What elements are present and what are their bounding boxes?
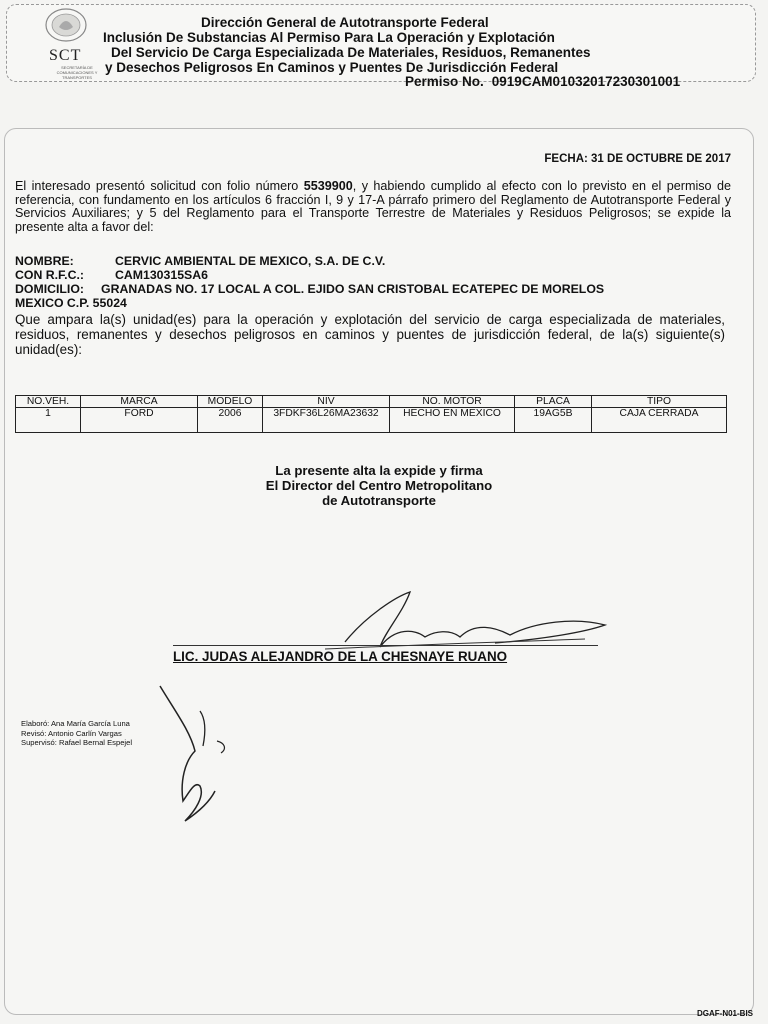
reviso-line: Revisó: Antonio Carlín Vargas xyxy=(21,728,122,738)
national-seal-icon xyxy=(41,7,91,43)
header-line-4: y Desechos Peligrosos En Caminos y Puentes De Jurisdicción Federal xyxy=(105,60,559,75)
signature-statement xyxy=(5,463,753,508)
col-header: NO.VEH. xyxy=(16,396,81,408)
initials-signature xyxy=(155,681,235,831)
table-cell: 1 xyxy=(16,408,81,433)
director-signature xyxy=(285,587,615,657)
nombre-value: CERVIC AMBIENTAL DE MEXICO, S.A. DE C.V. xyxy=(115,254,386,268)
permit-number xyxy=(405,74,680,89)
header-line-1: Dirección General de Autotransporte Federal xyxy=(201,15,489,30)
folio-number: 5539900 xyxy=(303,179,353,193)
field-domicilio xyxy=(15,282,604,296)
header-line-2: Inclusión De Substancias Al Permiso Para La Operación y Explotación xyxy=(103,30,555,45)
table-cell: CAJA CERRADA xyxy=(592,408,727,433)
signature-line xyxy=(173,645,598,646)
elaboro-line: Elaboró: Ana María García Luna xyxy=(21,719,130,728)
col-header: PLACA xyxy=(515,396,592,408)
table-header-row xyxy=(16,396,727,408)
sign-line-1: La presente alta la expide y firma xyxy=(275,463,483,478)
field-rfc xyxy=(15,268,604,282)
header-line-3: Del Servicio De Carga Especializada De Materiales, Residuos, Remanentes xyxy=(111,45,591,60)
sign-line-2: El Director del Centro Metropolitano xyxy=(265,478,493,493)
ampara-paragraph: Que ampara la(s) unidad(es) para la operación y explotación del servicio de carga especializada de materiales, residuos, remanentes y desechos peligrosos en caminos y puentes de jurisdicción federal, de la(s) siguiente(s) unidad(es): xyxy=(15,312,725,358)
document-header xyxy=(6,4,756,89)
intro-paragraph xyxy=(15,180,731,234)
col-header: MODELO xyxy=(198,396,263,408)
sct-logo-subtext: SECRETARÍA DE COMUNICACIONES Y TRANSPORTES xyxy=(56,65,98,80)
domicilio-label: DOMICILIO: xyxy=(15,282,84,296)
col-header: MARCA xyxy=(81,396,198,408)
holder-fields xyxy=(15,254,604,310)
sct-logo: SCT xyxy=(49,47,82,64)
document-credits xyxy=(21,719,132,748)
field-domicilio-2: MEXICO C.P. 55024 xyxy=(15,296,127,310)
rfc-value: CAM130315SA6 xyxy=(115,268,208,282)
document-date: FECHA: 31 DE OCTUBRE DE 2017 xyxy=(544,153,731,165)
units-table xyxy=(15,395,727,433)
table-cell: 3FDKF36L26MA23632 xyxy=(263,408,390,433)
intro-text-start: El interesado presentó solicitud con folio número xyxy=(15,179,304,193)
sign-line-3: de Autotransporte xyxy=(322,493,436,508)
table-cell: 19AG5B xyxy=(515,408,592,433)
field-nombre xyxy=(15,254,604,268)
table-cell: FORD xyxy=(81,408,198,433)
table-cell: HECHO EN MEXICO xyxy=(390,408,515,433)
table-row xyxy=(16,408,727,433)
table-cell: 2006 xyxy=(198,408,263,433)
domicilio-value: GRANADAS NO. 17 LOCAL A COL. EJIDO SAN CRISTOBAL ECATEPEC DE MORELOS xyxy=(101,282,605,296)
form-code: DGAF-N01-BIS xyxy=(697,1009,754,1018)
col-header: TIPO xyxy=(592,396,727,408)
permit-label: Permiso No. xyxy=(405,74,484,89)
col-header: NIV xyxy=(263,396,390,408)
permit-value: 0919CAM01032017230301001 xyxy=(491,74,681,89)
superviso-line: Supervisó: Rafael Bernal Espejel xyxy=(21,738,133,747)
nombre-label: NOMBRE: xyxy=(15,254,74,268)
director-name: LIC. JUDAS ALEJANDRO DE LA CHESNAYE RUANO xyxy=(173,649,508,664)
rfc-label: CON R.F.C.: xyxy=(15,268,84,282)
intro-text-end: , y habiendo cumplido al efecto con lo previsto en el permiso de referencia, con fundamento en los artículos 6 fracción I, 9 y 17-A párrafo primero del Reglamento de Autotransporte Federal y Servicios Auxiliares; y 5 del Reglamento para el Transporte Terrestre de Materiales y Residuos Peligrosos; se expide la presente alta a favor del: xyxy=(15,179,731,234)
document-body xyxy=(4,128,754,1015)
col-header: NO. MOTOR xyxy=(390,396,515,408)
